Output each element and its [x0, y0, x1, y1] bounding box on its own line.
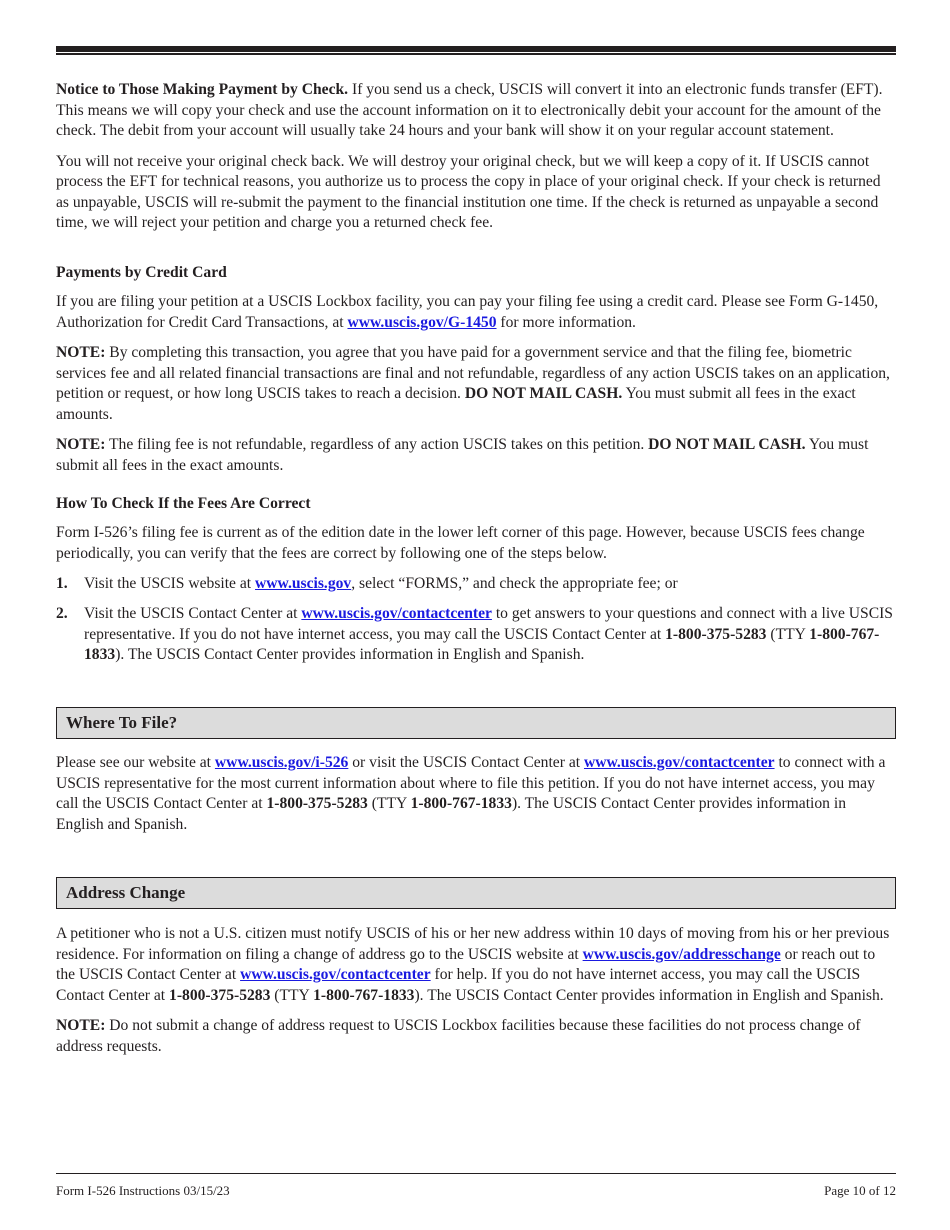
- notice-check-paragraph-2: You will not receive your original check back. We will destroy your original check, but we will keep a copy of it. If USCIS cannot process the EFT for technical reasons, you authorize us to process the copy in place of your original check. If your check is returned as unpayable, USCIS will re-submit the payment to the financial institution one time. If the check is returned as unpayable a second time, we will reject your petition and charge you a returned check fee.: [56, 152, 881, 231]
- credit-card-heading: Payments by Credit Card: [56, 264, 227, 281]
- address-change-note: NOTE: Do not submit a change of address request to USCIS Lockbox facilities because these facilities do not process change of address requests.: [56, 1017, 861, 1055]
- contact-center-link-2[interactable]: www.uscis.gov/contactcenter: [583, 754, 775, 771]
- top-rule-thin: [56, 53, 896, 55]
- fees-check-item-2: 2. Visit the USCIS Contact Center at www.uscis.gov/contactcenter to get answers to your questions and connect with a live USCIS representative. If you do not have internet access, you may call the USCIS Contact Center at 1-800-375-5283 (TTY 1-800-767-1833). The USCIS Contact Center provides information in English and Spanish.: [56, 605, 893, 663]
- uscis-website-link[interactable]: www.uscis.gov: [255, 575, 352, 592]
- g1450-link[interactable]: www.uscis.gov/G-1450: [347, 313, 497, 331]
- notice-check-section: [56, 80, 896, 234]
- fees-check-heading: How To Check If the Fees Are Correct: [56, 495, 311, 512]
- contact-center-link-3[interactable]: www.uscis.gov/contactcenter: [240, 966, 431, 983]
- where-to-file-heading: Where To File?: [66, 713, 178, 732]
- notice-check-title: Notice to Those Making Payment by Check.: [56, 81, 349, 98]
- address-change-header: [56, 877, 896, 909]
- address-change-section: [56, 924, 896, 1057]
- fees-check-intro: Form I-526’s filing fee is current as of the edition date in the lower left corner of this page. However, because USCIS fees change periodically, you can verify that the fees are correct by following one of the steps below.: [56, 524, 865, 562]
- credit-card-note-2: NOTE: The filing fee is not refundable, regardless of any action USCIS takes on this petition. DO NOT MAIL CASH. You must submit all fees in the exact amounts.: [56, 436, 869, 474]
- fees-check-item-1: 1. Visit the USCIS website at www.uscis.gov, select “FORMS,” and check the appropriate fee; or: [56, 575, 678, 592]
- fees-check-section: [56, 494, 896, 564]
- where-to-file-header: [56, 707, 896, 739]
- contact-center-link[interactable]: www.uscis.gov/contactcenter: [301, 605, 492, 622]
- credit-card-paragraph: If you are filing your petition at a USCIS Lockbox facility, you can pay your filing fee using a credit card. Please see Form G-1450, Authorization for Credit Card Transactions, at www.uscis.gov/G-1450 for more information.: [56, 293, 879, 331]
- footer-rule: [56, 1173, 896, 1174]
- address-change-paragraph: A petitioner who is not a U.S. citizen must notify USCIS of his or her new address within 10 days of moving from his or her previous residence. For information on filing a change of address go to the USCIS website at www.uscis.gov/addresschange or reach out to the USCIS Contact Center at www.uscis.gov/contactcenter for help. If you do not have internet access, you may call the USCIS Contact Center at 1-800-375-5283 (TTY 1-800-767-1833). The USCIS Contact Center provides information in English and Spanish.: [56, 925, 890, 1004]
- notice-check-paragraph-1: Notice to Those Making Payment by Check. If you send us a check, USCIS will convert it into an electronic funds transfer (EFT). This means we will copy your check and use the account information on it to electronically debit your account for the amount of the check. The debit from your account will usually take 24 hours and your bank will show it on your regular account statement.: [56, 81, 883, 139]
- where-to-file-section: [56, 753, 896, 835]
- credit-card-section: [56, 263, 896, 476]
- top-rule: [56, 46, 896, 52]
- footer-form-edition: Form I-526 Instructions 03/15/23: [56, 1183, 230, 1198]
- footer-page-number: Page 10 of 12: [824, 1183, 896, 1198]
- where-to-file-paragraph: Please see our website at www.uscis.gov/i-526 or visit the USCIS Contact Center at www.uscis.gov/contactcenter to connect with a USCIS representative for the most current information about where to file this petition. If you do not have internet access, you may call the USCIS Contact Center at 1-800-375-5283 (TTY 1-800-767-1833). The USCIS Contact Center provides information in English and Spanish.: [56, 754, 886, 833]
- address-change-link[interactable]: www.uscis.gov/addresschange: [582, 945, 781, 963]
- address-change-heading: Address Change: [66, 883, 186, 902]
- credit-card-note-1: NOTE: By completing this transaction, you agree that you have paid for a government service and that the filing fee, biometric services fee and all related financial transactions are final and not refundable, regardless of any action USCIS takes on an application, petition or request, or how long USCIS takes to reach a decision. DO NOT MAIL CASH. You must submit all fees in the exact amounts.: [56, 344, 890, 423]
- i526-link[interactable]: www.uscis.gov/i-526: [214, 754, 349, 771]
